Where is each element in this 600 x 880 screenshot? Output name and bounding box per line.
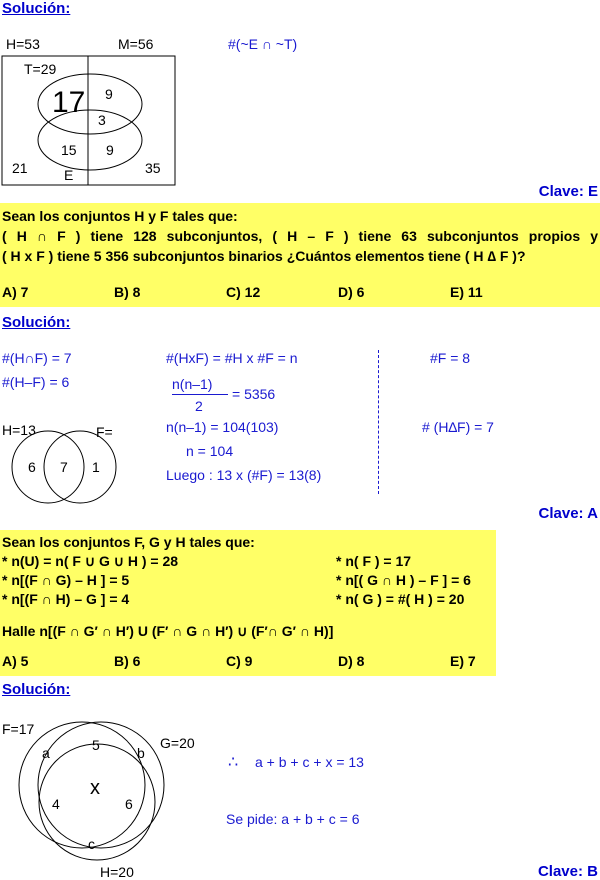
s2-mid-5: Luego : 13 x (#F) = 13(8) bbox=[166, 467, 322, 483]
solution-heading-1: Solución: bbox=[2, 0, 71, 17]
value-3: 3 bbox=[98, 112, 106, 128]
value-9-top: 9 bbox=[105, 86, 113, 102]
s2-formula-1: #(H∩F) = 7 bbox=[2, 350, 72, 366]
q3-cond-5: * n[( G ∩ H ) – F ] = 6 bbox=[336, 572, 471, 588]
s2-right-1: #F = 8 bbox=[430, 350, 471, 366]
value-15: 15 bbox=[61, 142, 77, 158]
s3-region-6: 6 bbox=[125, 796, 133, 812]
q3-line-1: Sean los conjuntos F, G y H tales que: bbox=[2, 534, 255, 550]
s2-mid-1: #(HxF) = #H x #F = n bbox=[166, 350, 298, 366]
q2-line-2: ( H ∩ F ) tiene 128 subconjuntos, ( H – F ) tiene 63 subconjuntos propios y bbox=[2, 228, 598, 244]
e-label: E bbox=[64, 167, 74, 183]
q3-halle: Halle n[(F ∩ G′ ∩ H′) U (F′ ∩ G ∩ H′) ∪ (F′∩ G′ ∩ H)] bbox=[2, 623, 334, 639]
s2-mid-4: n = 104 bbox=[186, 443, 234, 459]
q3-option-d: D) 8 bbox=[338, 653, 365, 669]
solution-heading-3: Solución: bbox=[2, 681, 71, 698]
q2-option-d: D) 6 bbox=[338, 284, 365, 300]
s2-frac-den: 2 bbox=[195, 398, 203, 414]
clave-3: Clave: B bbox=[537, 863, 598, 880]
s3-equation-1: a + b + c + x = 13 bbox=[255, 754, 364, 770]
value-9-bottom: 9 bbox=[106, 142, 114, 158]
q3-option-c: C) 9 bbox=[226, 653, 253, 669]
s2-value-7: 7 bbox=[60, 459, 68, 475]
q3-cond-3: * n[(F ∩ H) – G ] = 4 bbox=[2, 591, 130, 607]
value-35: 35 bbox=[145, 160, 161, 176]
s2-formula-2: #(H–F) = 6 bbox=[2, 374, 70, 390]
s3-region-c: c bbox=[88, 836, 95, 852]
clave-2: Clave: A bbox=[538, 505, 598, 522]
formula-1: #(~E ∩ ~T) bbox=[228, 36, 298, 52]
q3-cond-2: * n[(F ∩ G) – H ] = 5 bbox=[2, 572, 130, 588]
q3-option-a: A) 5 bbox=[2, 653, 29, 669]
s3-region-a: a bbox=[42, 745, 50, 761]
s3-region-4: 4 bbox=[52, 796, 60, 812]
h-label: H=53 bbox=[6, 36, 40, 52]
s3-h-label: H=20 bbox=[100, 864, 134, 880]
s2-frac-num: n(n–1) bbox=[172, 376, 213, 392]
q2-line-3: ( H x F ) tiene 5 356 subconjuntos binarios ¿Cuántos elementos tiene ( H ∆ F )? bbox=[2, 248, 526, 264]
q2-option-a: A) 7 bbox=[2, 284, 29, 300]
q2-line-1: Sean los conjuntos H y F tales que: bbox=[2, 208, 238, 224]
s2-value-1: 1 bbox=[92, 459, 100, 475]
s2-right-2: # (H∆F) = 7 bbox=[422, 419, 494, 435]
s3-g-label: G=20 bbox=[160, 735, 195, 751]
q2-option-e: E) 11 bbox=[450, 284, 483, 300]
s3-f-label: F=17 bbox=[2, 721, 35, 737]
q2-option-b: B) 8 bbox=[114, 284, 141, 300]
s3-region-b: b bbox=[137, 745, 145, 761]
s2-f-label: F= bbox=[96, 424, 113, 440]
s2-mid-3: n(n–1) = 104(103) bbox=[166, 419, 279, 435]
q2-option-c: C) 12 bbox=[226, 284, 261, 300]
s3-region-x: x bbox=[90, 777, 100, 799]
q3-cond-6: * n( G ) = #( H ) = 20 bbox=[336, 591, 465, 607]
t-label: T=29 bbox=[24, 61, 57, 77]
value-17: 17 bbox=[52, 86, 86, 119]
q3-option-e: E) 7 bbox=[450, 653, 476, 669]
q3-option-b: B) 6 bbox=[114, 653, 141, 669]
s3-equation-2: Se pide: a + b + c = 6 bbox=[226, 811, 360, 827]
value-21: 21 bbox=[12, 160, 28, 176]
s2-frac-eq: = 5356 bbox=[232, 386, 276, 402]
solution-heading-2: Solución: bbox=[2, 314, 71, 331]
s2-h-label: H=13 bbox=[2, 422, 36, 438]
s3-region-5: 5 bbox=[92, 737, 100, 753]
therefore-symbol: ∴ bbox=[228, 754, 239, 771]
q3-cond-1: * n(U) = n( F ∪ G ∪ H ) = 28 bbox=[2, 553, 179, 569]
q3-cond-4: * n( F ) = 17 bbox=[336, 553, 412, 569]
clave-1: Clave: E bbox=[538, 183, 598, 200]
s2-value-6: 6 bbox=[28, 459, 36, 475]
m-label: M=56 bbox=[118, 36, 154, 52]
